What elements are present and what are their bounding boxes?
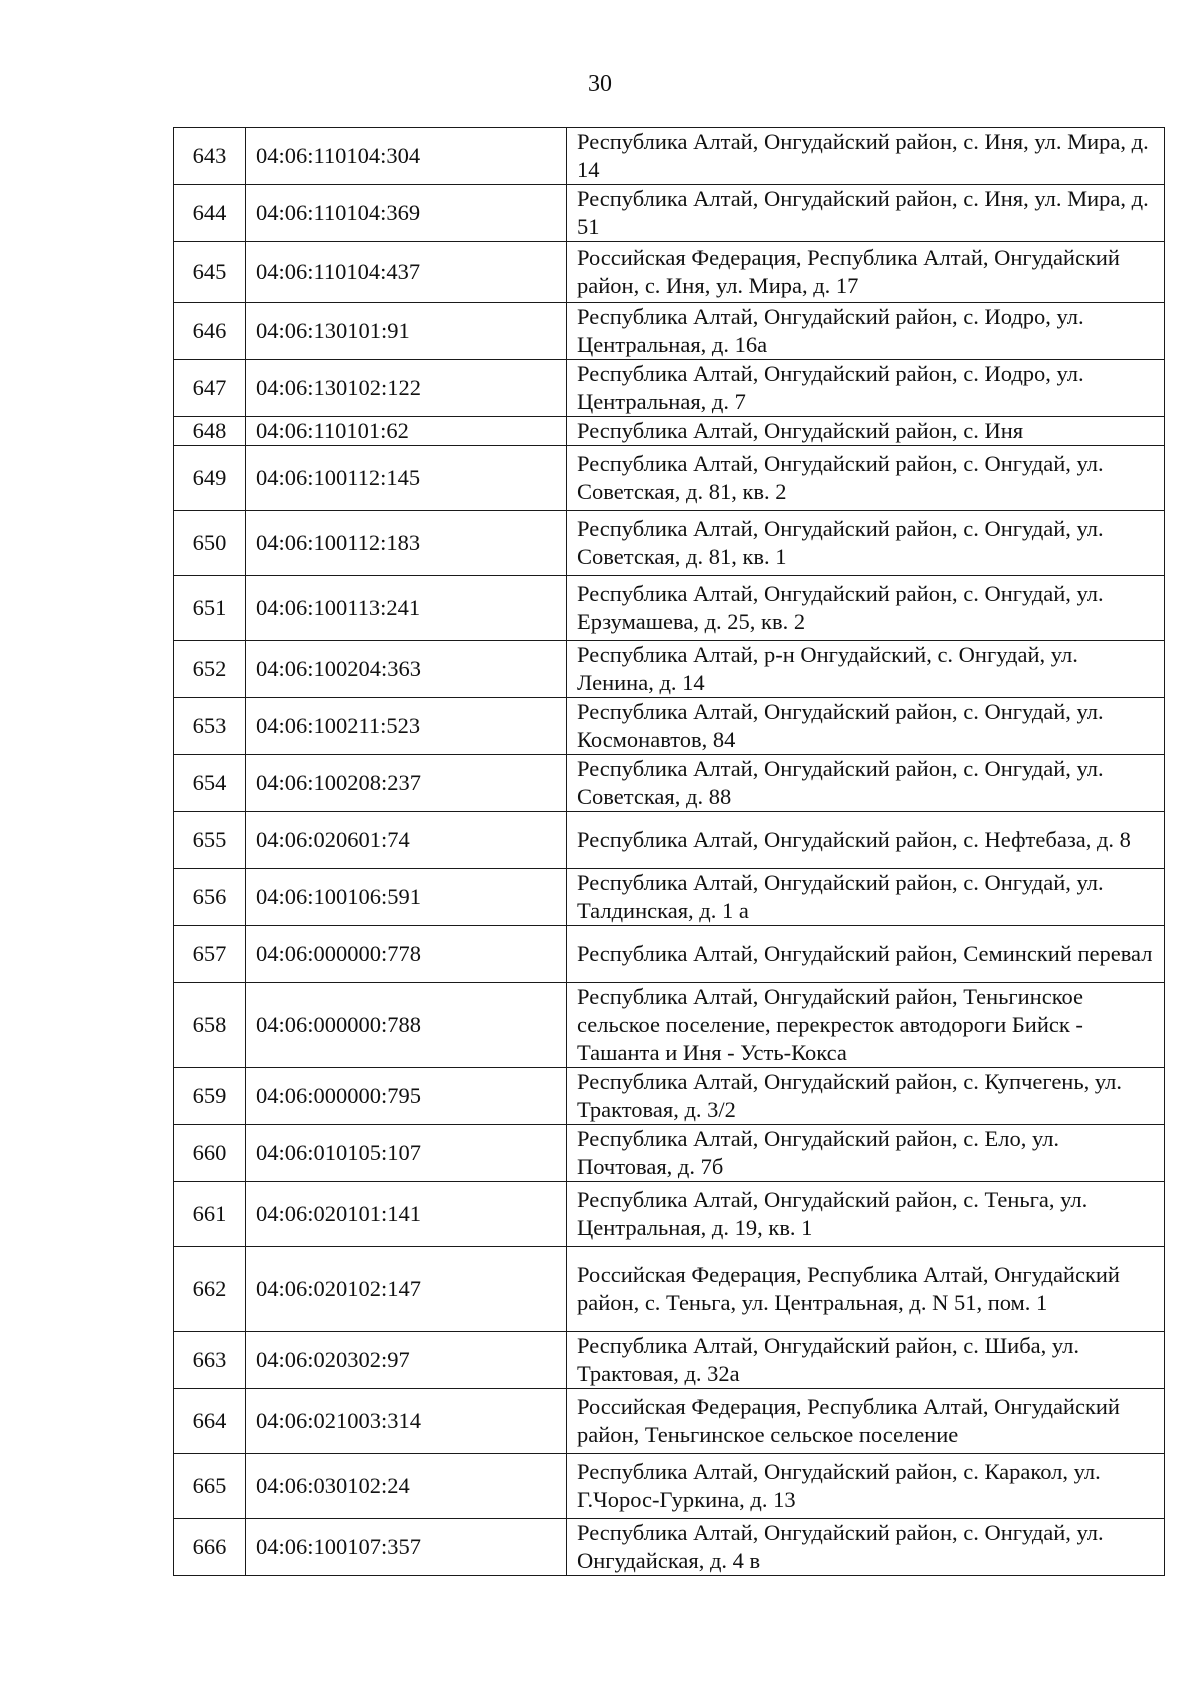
cadastral-number-cell: 04:06:000000:788	[246, 983, 567, 1068]
table-row	[174, 360, 1165, 417]
table-row	[174, 641, 1165, 698]
row-number-cell: 655	[174, 812, 246, 869]
table-row	[174, 446, 1165, 511]
table-row	[174, 983, 1165, 1068]
cadastral-number-cell: 04:06:020101:141	[246, 1182, 567, 1247]
address-cell: Республика Алтай, Онгудайский район, Теньгинское сельское поселение, перекресток автодороги Бийск - Ташанта и Иня - Усть-Кокса	[567, 983, 1165, 1068]
cadastral-number-cell: 04:06:010105:107	[246, 1125, 567, 1182]
row-number-cell: 663	[174, 1332, 246, 1389]
table-row	[174, 1068, 1165, 1125]
cadastral-number-cell: 04:06:020601:74	[246, 812, 567, 869]
cadastral-number-cell: 04:06:100113:241	[246, 576, 567, 641]
row-number-cell: 645	[174, 242, 246, 303]
cadastral-number-cell: 04:06:100106:591	[246, 869, 567, 926]
table-row	[174, 417, 1165, 446]
table-row	[174, 511, 1165, 576]
address-cell: Республика Алтай, Онгудайский район, Семинский перевал	[567, 926, 1165, 983]
row-number-cell: 643	[174, 128, 246, 185]
table-row	[174, 1125, 1165, 1182]
table-row	[174, 1454, 1165, 1519]
address-cell: Республика Алтай, Онгудайский район, с. Онгудай, ул. Онгудайская, д. 4 в	[567, 1519, 1165, 1576]
cadastral-number-cell: 04:06:021003:314	[246, 1389, 567, 1454]
row-number-cell: 660	[174, 1125, 246, 1182]
address-cell: Республика Алтай, Онгудайский район, с. Теньга, ул. Центральная, д. 19, кв. 1	[567, 1182, 1165, 1247]
row-number-cell: 661	[174, 1182, 246, 1247]
cadastral-number-cell: 04:06:130102:122	[246, 360, 567, 417]
address-cell: Республика Алтай, Онгудайский район, с. Онгудай, ул. Ерзумашева, д. 25, кв. 2	[567, 576, 1165, 641]
address-cell: Республика Алтай, Онгудайский район, с. Ело, ул. Почтовая, д. 7б	[567, 1125, 1165, 1182]
row-number-cell: 658	[174, 983, 246, 1068]
row-number-cell: 657	[174, 926, 246, 983]
row-number-cell: 652	[174, 641, 246, 698]
table-row	[174, 1247, 1165, 1332]
row-number-cell: 656	[174, 869, 246, 926]
row-number-cell: 650	[174, 511, 246, 576]
address-cell: Республика Алтай, Онгудайский район, с. Иодро, ул. Центральная, д. 16а	[567, 303, 1165, 360]
row-number-cell: 664	[174, 1389, 246, 1454]
cadastral-number-cell: 04:06:100112:145	[246, 446, 567, 511]
row-number-cell: 644	[174, 185, 246, 242]
cadastral-number-cell: 04:06:000000:778	[246, 926, 567, 983]
row-number-cell: 659	[174, 1068, 246, 1125]
page-number: 30	[588, 71, 612, 97]
row-number-cell: 666	[174, 1519, 246, 1576]
cadastral-number-cell: 04:06:020102:147	[246, 1247, 567, 1332]
address-cell: Республика Алтай, Онгудайский район, с. Иодро, ул. Центральная, д. 7	[567, 360, 1165, 417]
registry-table	[173, 127, 1165, 1576]
table-row	[174, 185, 1165, 242]
address-cell: Российская Федерация, Республика Алтай, Онгудайский район, с. Иня, ул. Мира, д. 17	[567, 242, 1165, 303]
address-cell: Российская Федерация, Республика Алтай, Онгудайский район, Теньгинское сельское поселение	[567, 1389, 1165, 1454]
row-number-cell: 646	[174, 303, 246, 360]
cadastral-number-cell: 04:06:100208:237	[246, 755, 567, 812]
row-number-cell: 651	[174, 576, 246, 641]
row-number-cell: 654	[174, 755, 246, 812]
address-cell: Российская Федерация, Республика Алтай, Онгудайский район, с. Теньга, ул. Центральная, д. N 51, пом. 1	[567, 1247, 1165, 1332]
address-cell: Республика Алтай, Онгудайский район, с. Иня	[567, 417, 1165, 446]
row-number-cell: 665	[174, 1454, 246, 1519]
cadastral-number-cell: 04:06:130101:91	[246, 303, 567, 360]
cadastral-number-cell: 04:06:000000:795	[246, 1068, 567, 1125]
cadastral-number-cell: 04:06:030102:24	[246, 1454, 567, 1519]
address-cell: Республика Алтай, Онгудайский район, с. Онгудай, ул. Талдинская, д. 1 а	[567, 869, 1165, 926]
cadastral-number-cell: 04:06:100112:183	[246, 511, 567, 576]
address-cell: Республика Алтай, р-н Онгудайский, с. Онгудай, ул. Ленина, д. 14	[567, 641, 1165, 698]
cadastral-number-cell: 04:06:110101:62	[246, 417, 567, 446]
table-row	[174, 926, 1165, 983]
cadastral-number-cell: 04:06:100211:523	[246, 698, 567, 755]
cadastral-number-cell: 04:06:100204:363	[246, 641, 567, 698]
address-cell: Республика Алтай, Онгудайский район, с. Нефтебаза, д. 8	[567, 812, 1165, 869]
row-number-cell: 662	[174, 1247, 246, 1332]
cadastral-number-cell: 04:06:020302:97	[246, 1332, 567, 1389]
row-number-cell: 648	[174, 417, 246, 446]
address-cell: Республика Алтай, Онгудайский район, с. Иня, ул. Мира, д. 51	[567, 185, 1165, 242]
cadastral-number-cell: 04:06:110104:369	[246, 185, 567, 242]
cadastral-number-cell: 04:06:110104:304	[246, 128, 567, 185]
table-row	[174, 755, 1165, 812]
table-row	[174, 812, 1165, 869]
table-row	[174, 303, 1165, 360]
table-row	[174, 128, 1165, 185]
address-cell: Республика Алтай, Онгудайский район, с. Иня, ул. Мира, д. 14	[567, 128, 1165, 185]
table-row	[174, 1332, 1165, 1389]
table-row	[174, 698, 1165, 755]
registry-table-body	[174, 128, 1165, 1576]
address-cell: Республика Алтай, Онгудайский район, с. Онгудай, ул. Советская, д. 81, кв. 1	[567, 511, 1165, 576]
row-number-cell: 647	[174, 360, 246, 417]
table-row	[174, 869, 1165, 926]
table-row	[174, 1389, 1165, 1454]
row-number-cell: 649	[174, 446, 246, 511]
cadastral-number-cell: 04:06:100107:357	[246, 1519, 567, 1576]
address-cell: Республика Алтай, Онгудайский район, с. Онгудай, ул. Космонавтов, 84	[567, 698, 1165, 755]
address-cell: Республика Алтай, Онгудайский район, с. Каракол, ул. Г.Чорос-Гуркина, д. 13	[567, 1454, 1165, 1519]
table-row	[174, 1519, 1165, 1576]
address-cell: Республика Алтай, Онгудайский район, с. Онгудай, ул. Советская, д. 88	[567, 755, 1165, 812]
table-row	[174, 242, 1165, 303]
address-cell: Республика Алтай, Онгудайский район, с. Онгудай, ул. Советская, д. 81, кв. 2	[567, 446, 1165, 511]
cadastral-number-cell: 04:06:110104:437	[246, 242, 567, 303]
table-row	[174, 576, 1165, 641]
table-row	[174, 1182, 1165, 1247]
address-cell: Республика Алтай, Онгудайский район, с. Купчегень, ул. Трактовая, д. 3/2	[567, 1068, 1165, 1125]
address-cell: Республика Алтай, Онгудайский район, с. Шиба, ул. Трактовая, д. 32а	[567, 1332, 1165, 1389]
row-number-cell: 653	[174, 698, 246, 755]
